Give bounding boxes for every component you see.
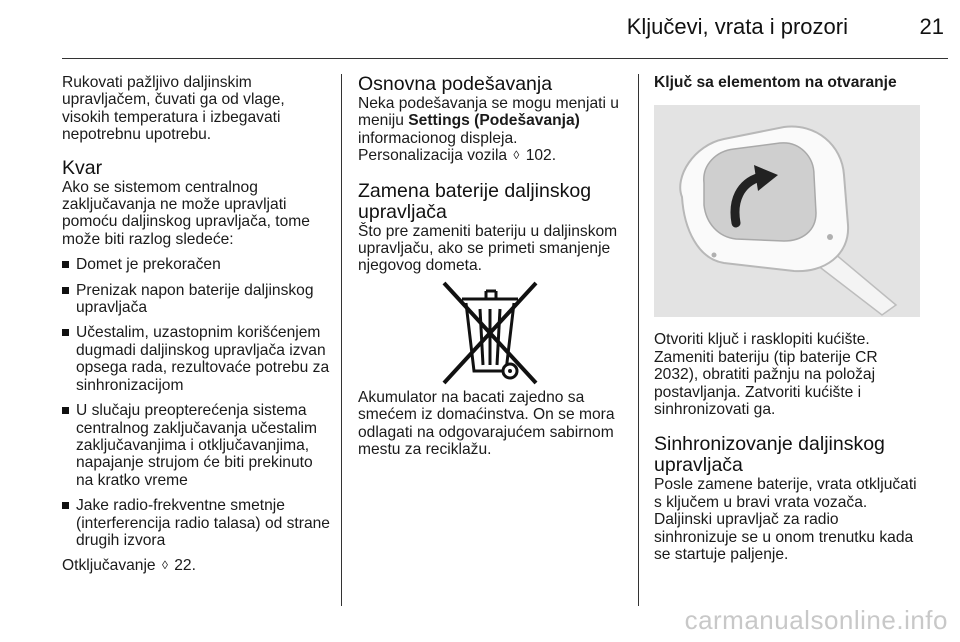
sync-heading: Sinhronizovanje daljinskog upravljača	[654, 433, 885, 477]
page-reference-icon: ◊	[513, 148, 520, 163]
list-item-text: Domet je prekoračen	[76, 256, 221, 274]
list-item	[62, 497, 330, 549]
folding-key-paragraph: Otvoriti ključ i rasklopiti kućište. Zameniti bateriju (tip baterije CR 2032), obratiti pažnju na položaj postavljanja. Zatvoriti kućište i sinhronizovati ga.	[654, 331, 878, 419]
unlock-reference[interactable]	[62, 557, 330, 574]
column-divider-2	[638, 74, 639, 606]
bullet-icon	[62, 502, 69, 509]
basic-settings-paragraph	[358, 95, 626, 147]
unlock-reference-label: Otključavanje	[62, 557, 156, 575]
page-header-title: Ključevi, vrata i prozori	[626, 14, 848, 39]
bullet-icon	[62, 261, 69, 268]
fault-paragraph: Ako se sistemom centralnog zaključavanja ne može upravljati pomoću daljinskog upravljača, tome može biti razlog sledeće:	[62, 178, 310, 248]
crossed-out-bin-figure	[358, 289, 626, 389]
battery-replacement-heading: Zamena baterije daljinskog upravljača	[358, 179, 592, 223]
disposal-paragraph: Akumulator na bacati zajedno sa smećem iz domaćinstva. On se mora odlagati na odgovarajućem sabirnom mestu za reciklažu.	[358, 388, 615, 459]
personalization-reference-page: 102.	[525, 147, 557, 165]
column-middle	[358, 74, 626, 458]
crossed-out-wheelie-bin-icon	[430, 279, 550, 389]
settings-menu-name: Settings (Podešavanja)	[408, 112, 580, 130]
unlock-reference-page: 22.	[174, 557, 196, 575]
basic-settings-text-2: informacionog displeja.	[358, 129, 518, 147]
list-item-text: U slučaju preopterećenja sistema centralnog zaključavanja učestalim zaključavanjima i otključavanjima, napajanje strujom će biti prekinuto na kratko vreme	[76, 402, 317, 489]
list-item	[62, 324, 330, 394]
folding-key-battery-icon	[654, 105, 920, 317]
watermark: carmanualsonline.info	[684, 605, 948, 635]
battery-replacement-paragraph: Što pre zameniti bateriju u daljinskom upravljaču, ako se primeti smanjenje njegovog dometa.	[358, 222, 618, 275]
list-item-text: Učestalim, uzastopnim korišćenjem dugmadi daljinskog upravljača izvan opsega rada, rezultovaće potrebu za sinhronizacijom	[76, 324, 330, 394]
bullet-icon	[62, 329, 69, 336]
list-item	[62, 282, 330, 317]
list-item	[62, 256, 330, 273]
personalization-reference[interactable]	[358, 147, 626, 164]
basic-settings-heading: Osnovna podešavanja	[358, 73, 553, 95]
column-right	[654, 74, 922, 563]
personalization-reference-label: Personalizacija vozila	[358, 147, 508, 165]
bullet-icon	[62, 407, 69, 414]
list-item-text: Prenizak napon baterije daljinskog upravljača	[76, 281, 314, 317]
basic-settings-text-1: Neka podešavanja se mogu menjati u meniju	[358, 95, 619, 130]
column-divider-1	[341, 74, 342, 606]
page-reference-icon: ◊	[161, 558, 168, 573]
intro-paragraph: Rukovati pažljivo daljinskim upravljačem, čuvati ga od vlage, visokih temperatura i izbegavati nepotrebnu upotrebu.	[62, 74, 285, 144]
header-divider	[62, 58, 948, 59]
folding-key-heading: Ključ sa elementom na otvaranje	[654, 74, 897, 91]
bullet-icon	[62, 287, 69, 294]
fault-causes-list	[62, 256, 330, 549]
list-item	[62, 402, 330, 489]
sync-paragraph: Posle zamene baterije, vrata otključati s ključem u bravi vrata vozača. Daljinski upravljač za radio sinhronizuje se u onom trenutku kada se startuje paljenje.	[654, 476, 917, 564]
fault-heading: Kvar	[62, 156, 103, 179]
list-item-text: Jake radio-frekventne smetnje (interferencija radio talasa) od strane drugih izvora	[76, 497, 330, 549]
page-number: 21	[919, 14, 944, 39]
column-left	[62, 74, 330, 575]
folding-key-illustration	[654, 105, 920, 317]
